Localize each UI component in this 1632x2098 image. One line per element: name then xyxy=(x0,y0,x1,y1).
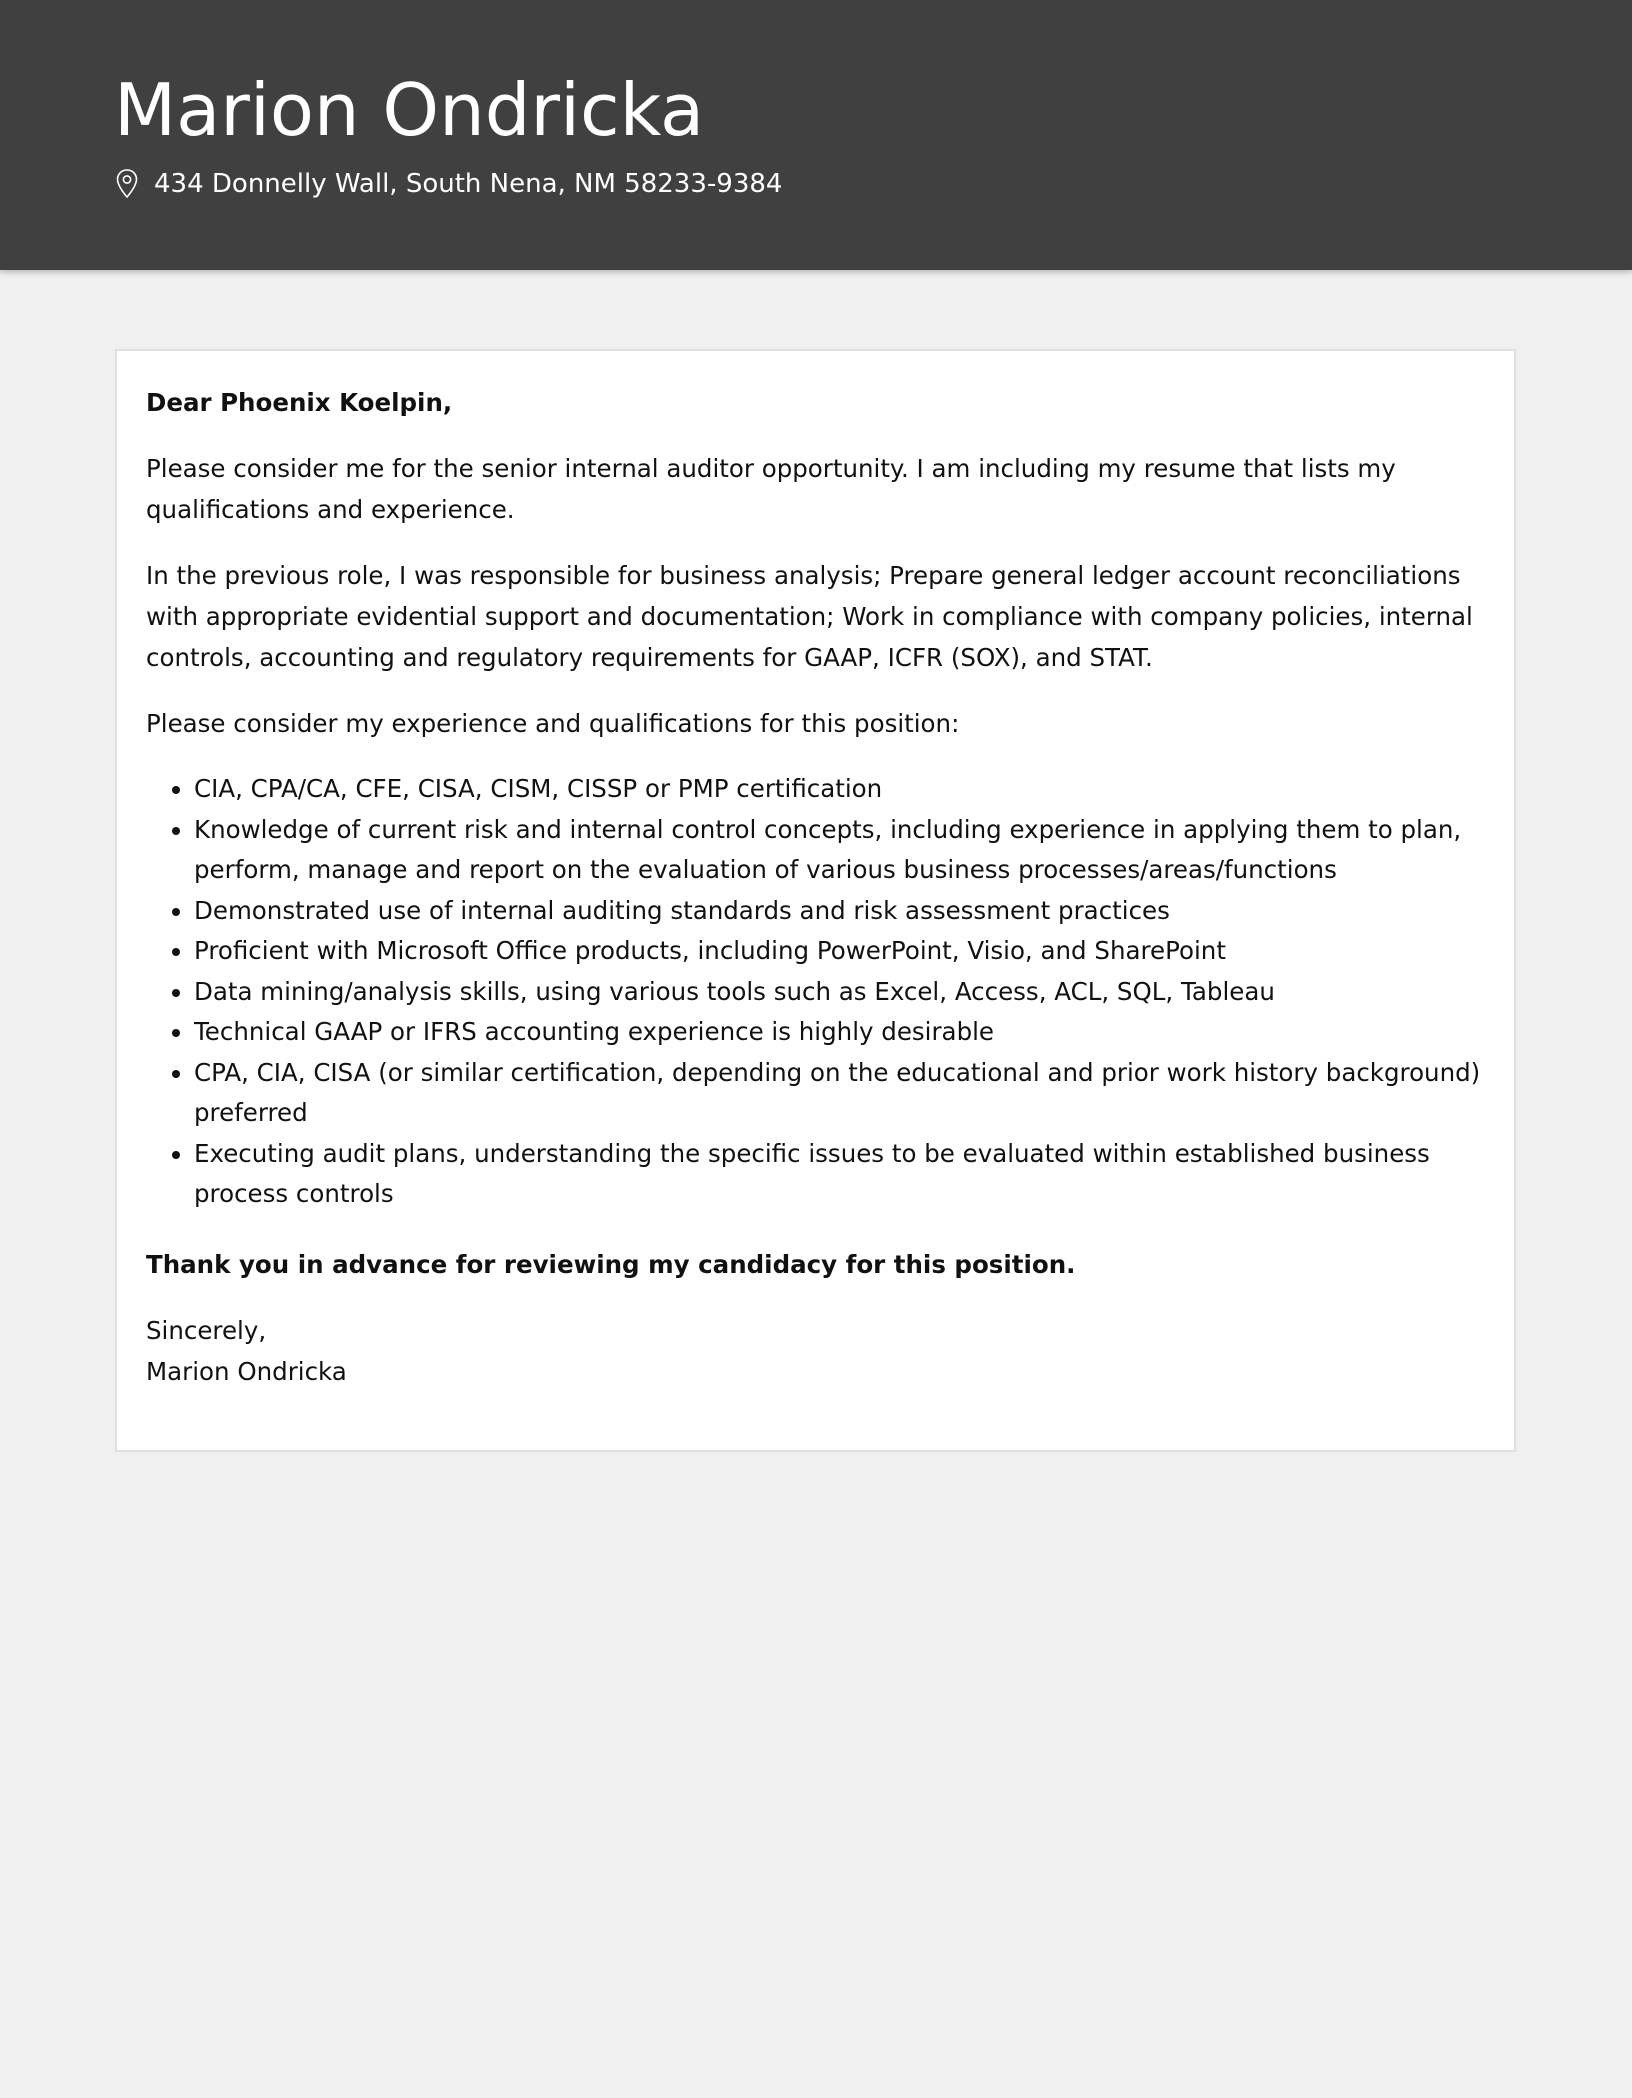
list-item: • Technical GAAP or IFRS accounting experience is highly desirable xyxy=(194,1012,1484,1053)
signoff-text: Sincerely, xyxy=(146,1315,267,1345)
applicant-name: Marion Ondricka xyxy=(114,68,705,152)
list-item: • Data mining/analysis skills, using various tools such as Excel, Access, ACL, SQL, Tableau xyxy=(194,972,1484,1013)
list-item: • CPA, CIA, CISA (or similar certification, depending on the educational and prior work history background) preferred xyxy=(194,1053,1484,1134)
qualifications-list xyxy=(146,769,1484,1215)
address-line xyxy=(114,164,782,204)
location-pin-icon xyxy=(114,168,140,200)
experience-paragraph: In the previous role, I was responsible for business analysis; Prepare general ledger account reconciliations with appropriate evidential support and documentation; Work in compliance with company policies, internal controls, accounting and regulatory requirements for GAAP, ICFR (SOX), and STAT. xyxy=(146,561,1473,672)
address-text: 434 Donnelly Wall, South Nena, NM 58233-9384 xyxy=(154,169,783,199)
list-item: • Executing audit plans, understanding the specific issues to be evaluated within established business process controls xyxy=(194,1134,1484,1215)
intro-paragraph: Please consider me for the senior internal auditor opportunity. I am including my resume that lists my qualifications and experience. xyxy=(146,454,1396,524)
list-item: • Proficient with Microsoft Office products, including PowerPoint, Visio, and SharePoint xyxy=(194,931,1484,972)
list-item: • CIA, CPA/CA, CFE, CISA, CISM, CISSP or PMP certification xyxy=(194,769,1484,810)
signature-name: Marion Ondricka xyxy=(146,1356,347,1386)
list-item: • Knowledge of current risk and internal control concepts, including experience in applying them to plan, perform, manage and report on the evaluation of various business processes/areas/functions xyxy=(194,810,1484,891)
closing-statement: Thank you in advance for reviewing my candidacy for this position. xyxy=(146,1249,1076,1279)
qualifications-intro: Please consider my experience and qualifications for this position: xyxy=(146,709,960,738)
signoff-block xyxy=(146,1310,1484,1392)
salutation: Dear Phoenix Koelpin, xyxy=(146,388,453,417)
list-item: • Demonstrated use of internal auditing standards and risk assessment practices xyxy=(194,891,1484,932)
cover-letter-card xyxy=(115,349,1516,1452)
header-banner xyxy=(0,0,1632,270)
